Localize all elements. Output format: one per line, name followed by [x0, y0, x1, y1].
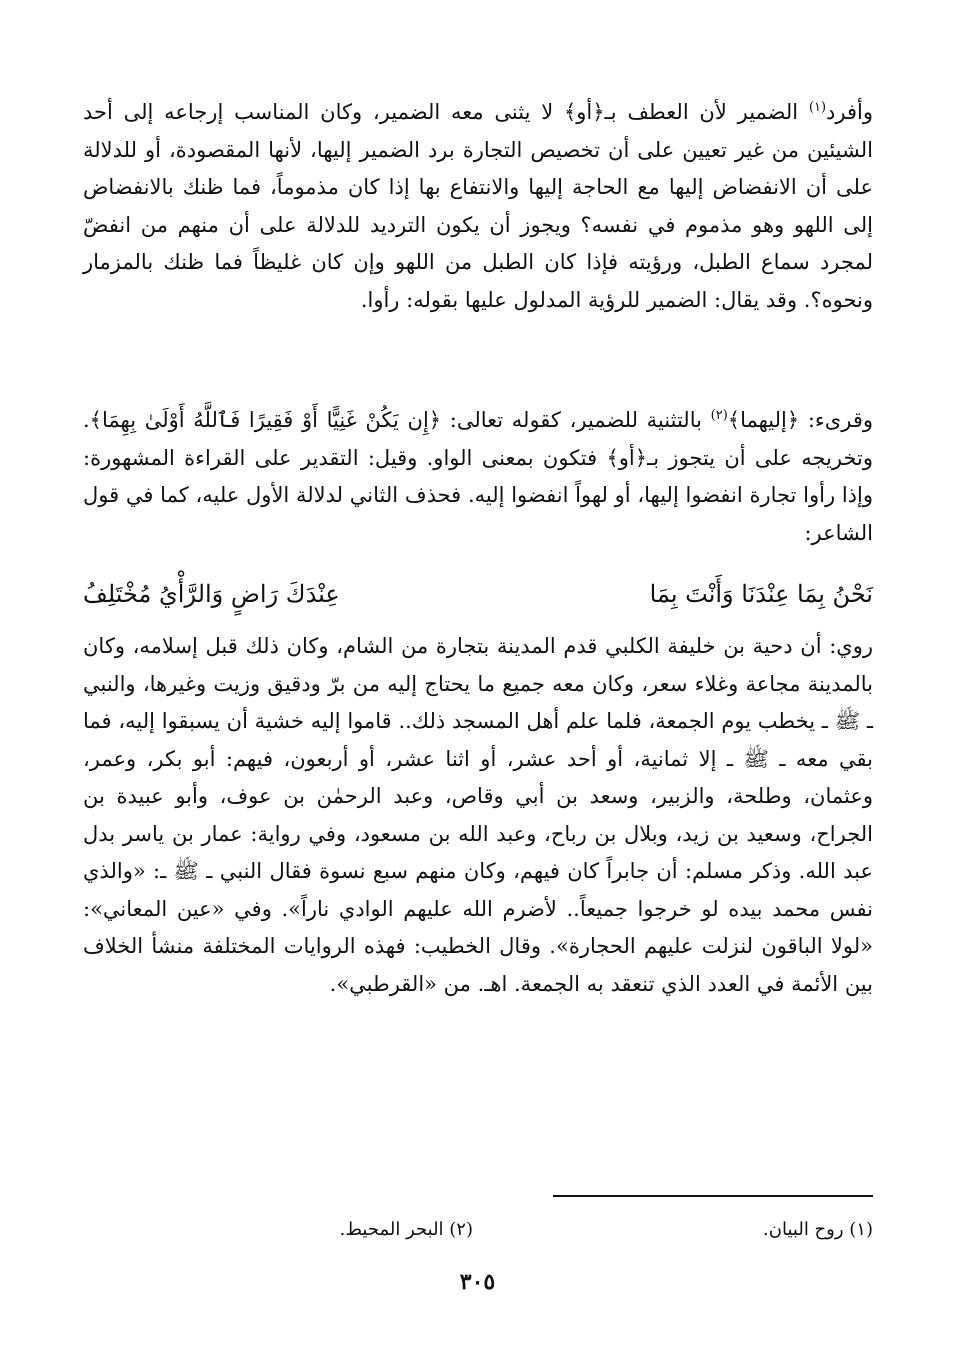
footnote-separator — [553, 1195, 873, 1197]
page-number: ٣٠٥ — [459, 1269, 496, 1295]
paragraph-2 — [83, 402, 873, 552]
footnote-2: (٢) البحر المحيط. — [339, 1219, 473, 1240]
paragraph-1-text-start: وأفرد — [826, 100, 873, 124]
footnote-1: (١) روح البيان. — [763, 1219, 873, 1240]
paragraph-3 — [83, 628, 873, 1003]
verse-first-hemistich: نَحْنُ بِمَا عِنْدَنَا وَأَنْتَ بِمَا — [649, 580, 873, 608]
paragraph-2-text-start: وقرىء: ﴿إليهما﴾ — [727, 408, 873, 432]
paragraph-1 — [83, 94, 873, 319]
paragraph-3-text: روي: أن دحية بن خليفة الكلبي قدم المدينة بتجارة من الشام، وكان ذلك قبل إسلامه، وكان بالمدينة مجاعة وغلاء سعر، وكان معه جميع ما يحتاج إليه من برّ ودقيق وزيت وغيرها، والنبي ـ ﷺ ـ يخطب يوم الجمعة، فلما علم أهل المسجد ذلك.. قاموا إليه خشية أن يسبقوا إليه، فما بقي معه ـ ﷺ ـ إلا ثمانية، أو أحد عشر، أو اثنا عشر، أو أربعون، فيهم: أبو بكر، وعمر، وعثمان، وطلحة، والزبير، وسعد بن أبي وقاص، وعبد الرحمٰن بن عوف، وأبو عبيدة بن الجراح، وسعيد بن زيد، وبلال بن رباح، وعبد الله بن مسعود، وفي رواية: عمار بن ياسر بدل عبد الله. وذكر مسلم: أن جابراً كان فيهم، وكان منهم سبع نسوة فقال النبي ـ ﷺ ـ: «والذي نفس محمد بيده لو خرجوا جميعاً.. لأضرم الله عليهم الوادي ناراً». وفي «عين المعاني»: «لولا الباقون لنزلت عليهم الحجارة». وقال الخطيب: فهذه الروايات المختلفة منشأ الخلاف بين الأئمة في العدد الذي تنعقد به الجمعة. اهـ. من «القرطبي». — [83, 634, 873, 996]
footnote-ref-2: (٢) — [710, 408, 728, 423]
footnotes — [83, 1212, 873, 1248]
poetry-verse — [83, 572, 873, 616]
paragraph-2-text-rest: بالتثنية للضمير، كقوله تعالى: ﴿إِن يَكُنْ غَنِيًّا أَوْ فَقِيرًا فَٱللَّهُ أَوْلَىٰ بِهِمَا﴾. وتخريجه على أن يتجوز بـ﴿أو﴾ فتكون بمعنى الواو. وقيل: التقدير على القراءة المشهورة: وإذا رأوا تجارة انفضوا إليها، أو لهواً انفضوا إليه. فحذف الثاني لدلالة الأول عليه، كما في قول الشاعر: — [83, 408, 873, 545]
footnote-ref-1: (١) — [808, 100, 827, 115]
paragraph-1-text-rest: الضمير لأن العطف بـ﴿أو﴾ لا يثنى معه الضمير، وكان المناسب إرجاعه إلى أحد الشيئين من غير تعيين على أن تخصيص التجارة برد الضمير إليها، لأنها المقصودة، أو للدلالة على أن الانفضاض إليها مع الحاجة إليها والانتفاع بها إذا كان مذموماً، فما ظنك بالانفضاض إلى اللهو وهو مذموم في نفسه؟ ويجوز أن يكون الترديد للدلالة على أن منهم من انفضّ لمجرد سماع الطبل، ورؤيته فإذا كان الطبل من اللهو وإن كان غليظاً فما ظنك بالمزمار ونحوه؟. وقد يقال: الضمير للرؤية المدلول عليها بقوله: رأوا. — [83, 100, 873, 312]
verse-second-hemistich: عِنْدَكَ رَاضٍ وَالرَّأْيُ مُخْتَلِفُ — [83, 580, 340, 608]
